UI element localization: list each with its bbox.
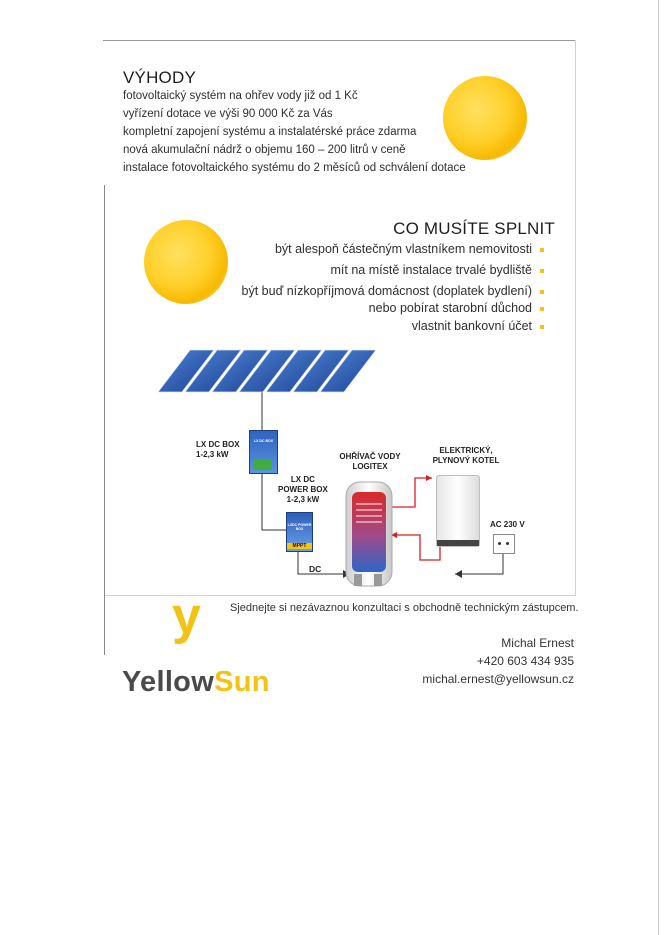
consult-text: Sjednejte si nezávaznou konzultaci s obchodně technickým zástupcem. bbox=[230, 602, 579, 614]
contact-email[interactable]: michal.ernest@yellowsun.cz bbox=[422, 672, 574, 686]
power-box-face-label: LXDC POWER BOX bbox=[287, 523, 312, 531]
requirement-text: nebo pobírat starobní důchod bbox=[368, 301, 532, 315]
dc-box-face-label: LX DC BOX bbox=[253, 439, 274, 443]
yellowsun-logo-mark: y bbox=[172, 587, 201, 645]
mppt-label: MPPT bbox=[287, 543, 312, 549]
brand-word-sun: Sun bbox=[214, 666, 270, 698]
benefit-item: kompletní zapojení systému a instalatérské práce zdarma bbox=[123, 126, 417, 138]
ac-socket-icon bbox=[493, 534, 515, 554]
benefit-item: fotovoltaický systém na ohřev vody již od 1 Kč bbox=[123, 90, 358, 102]
boiler-label: ELEKTRICKÝ, PLYNOVÝ KOTEL bbox=[432, 446, 500, 465]
socket-hole-icon bbox=[506, 542, 509, 545]
benefit-item: instalace fotovoltaického systému do 2 měsíců od schválení dotace bbox=[123, 162, 466, 174]
socket-hole-icon bbox=[498, 542, 501, 545]
requirement-text: být alespoň částečným vlastníkem nemovitosti bbox=[274, 242, 532, 256]
boiler-base bbox=[437, 540, 479, 546]
lx-dc-power-box-device bbox=[286, 512, 313, 552]
requirement-text: být buď nízkopříjmová domácnost (doplatek bydlení) bbox=[241, 284, 532, 298]
dc-box-label: LX DC BOX 1-2,3 kW bbox=[196, 440, 240, 459]
water-heater-label: OHŘÍVAČ VODY LOGITEX bbox=[339, 452, 401, 471]
contact-name: Michal Ernest bbox=[501, 636, 574, 650]
benefits-heading: VÝHODY bbox=[123, 68, 196, 87]
dc-label: DC bbox=[309, 564, 322, 574]
ac-label: AC 230 V bbox=[490, 520, 525, 529]
requirement-text: vlastnit bankovní účet bbox=[411, 319, 532, 333]
benefit-item: nová akumulační nádrž o objemu 160 – 200 litrů v ceně bbox=[123, 144, 406, 156]
yellowsun-brand-logo bbox=[122, 666, 270, 699]
lx-dc-box-device bbox=[249, 430, 278, 474]
benefit-item: vyřízení dotace ve výši 90 000 Kč za Vás bbox=[123, 108, 333, 120]
brand-word-yellow: Yellow bbox=[122, 666, 215, 698]
requirements-heading: CO MUSÍTE SPLNIT bbox=[393, 219, 555, 238]
water-heater-illustration bbox=[344, 478, 394, 590]
solar-panels-illustration bbox=[158, 346, 378, 396]
requirement-text: mít na místě instalace trvalé bydliště bbox=[330, 263, 532, 277]
dc-box-green-strip bbox=[253, 460, 272, 470]
power-box-label: LX DC POWER BOX 1-2,3 kW bbox=[278, 475, 328, 504]
boiler-device bbox=[436, 475, 480, 547]
contact-phone: +420 603 434 935 bbox=[476, 654, 574, 668]
